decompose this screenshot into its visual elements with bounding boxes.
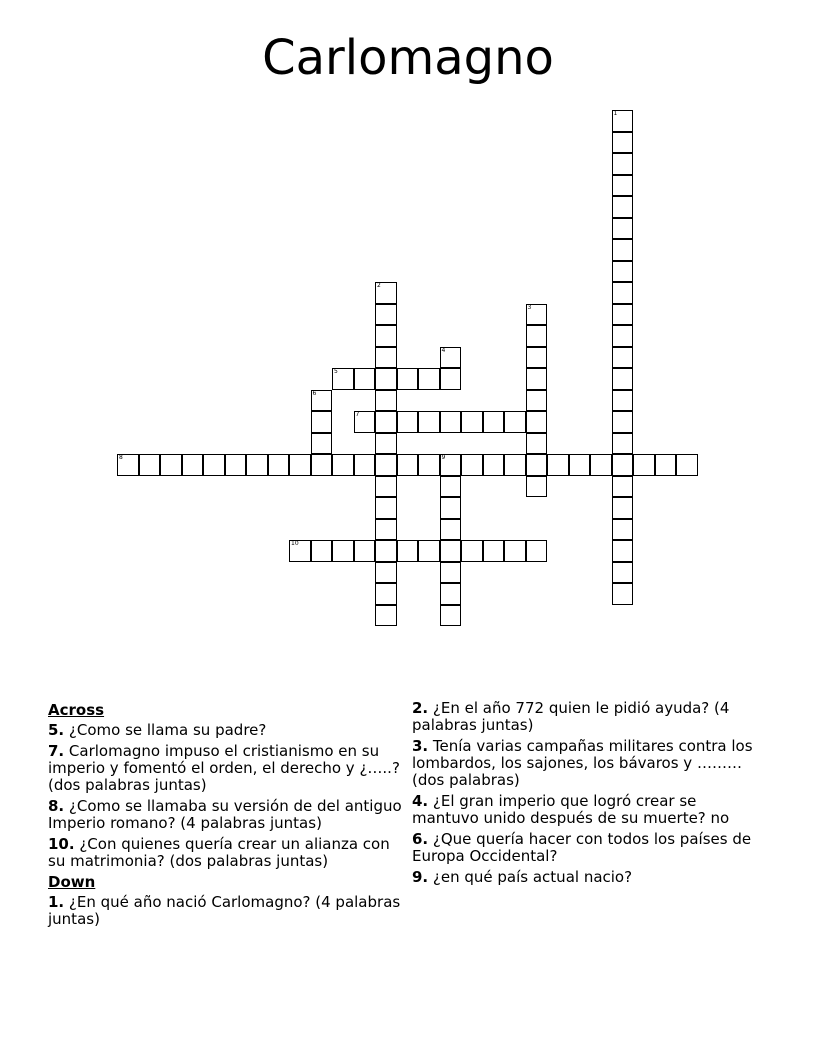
crossword-cell[interactable] xyxy=(612,476,634,498)
crossword-cell[interactable] xyxy=(547,454,569,476)
crossword-cell[interactable] xyxy=(526,325,548,347)
crossword-cell[interactable] xyxy=(375,368,397,390)
crossword-cell[interactable] xyxy=(375,540,397,562)
crossword-cell[interactable] xyxy=(225,454,247,476)
crossword-cell[interactable] xyxy=(375,433,397,455)
crossword-cell[interactable] xyxy=(590,454,612,476)
crossword-cell[interactable] xyxy=(612,110,634,132)
crossword-cell[interactable] xyxy=(612,368,634,390)
crossword-cell[interactable] xyxy=(633,454,655,476)
crossword-cell[interactable] xyxy=(354,540,376,562)
crossword-cell[interactable] xyxy=(526,347,548,369)
crossword-cell[interactable] xyxy=(418,368,440,390)
clue-text: Carlomagno impuso el cristianismo en su imperio y fomentó el orden, el derecho y ¿…..? (dos palabras juntas) xyxy=(48,742,400,794)
crossword-cell[interactable] xyxy=(655,454,677,476)
clue-item xyxy=(412,869,757,886)
crossword-cell[interactable] xyxy=(375,411,397,433)
clue-item xyxy=(48,798,408,832)
crossword-cell[interactable] xyxy=(440,347,462,369)
clue-number: 6 xyxy=(312,389,317,397)
clue-number-label: 8. xyxy=(48,797,65,815)
crossword-cell[interactable] xyxy=(311,433,333,455)
crossword-cell[interactable] xyxy=(440,540,462,562)
crossword-cell[interactable] xyxy=(397,368,419,390)
crossword-cell[interactable] xyxy=(375,562,397,584)
crossword-cell[interactable] xyxy=(375,476,397,498)
crossword-cell[interactable] xyxy=(397,411,419,433)
clue-text: ¿en qué país actual nacio? xyxy=(428,868,633,886)
crossword-cell[interactable] xyxy=(354,411,376,433)
crossword-cell[interactable] xyxy=(612,325,634,347)
clue-number-label: 1. xyxy=(48,893,65,911)
clue-number-label: 10. xyxy=(48,835,75,853)
crossword-cell[interactable] xyxy=(483,540,505,562)
crossword-cell[interactable] xyxy=(612,196,634,218)
crossword-cell[interactable] xyxy=(268,454,290,476)
clue-item xyxy=(48,836,408,870)
crossword-cell[interactable] xyxy=(676,454,698,476)
clue-item xyxy=(48,722,408,739)
crossword-cell[interactable] xyxy=(375,519,397,541)
clue-text: Tenía varias campañas militares contra los lombardos, los sajones, los bávaros y ……… (dos palabras) xyxy=(412,737,753,789)
crossword-cell[interactable] xyxy=(375,497,397,519)
crossword-cell[interactable] xyxy=(526,368,548,390)
clue-item xyxy=(412,738,757,789)
crossword-cell[interactable] xyxy=(332,540,354,562)
crossword-cell[interactable] xyxy=(440,497,462,519)
crossword-cell[interactable] xyxy=(612,519,634,541)
crossword-cell[interactable] xyxy=(375,390,397,412)
crossword-cell[interactable] xyxy=(612,454,634,476)
clue-number-label: 2. xyxy=(412,699,429,717)
crossword-cell[interactable] xyxy=(612,583,634,605)
clues-left-column xyxy=(48,700,408,932)
clue-item xyxy=(412,793,757,827)
crossword-cell[interactable] xyxy=(612,540,634,562)
clue-number-label: 3. xyxy=(412,737,429,755)
crossword-cell[interactable] xyxy=(418,411,440,433)
crossword-cell[interactable] xyxy=(440,519,462,541)
crossword-cell[interactable] xyxy=(483,411,505,433)
down-heading: Down xyxy=(48,873,96,891)
crossword-cell[interactable] xyxy=(440,605,462,627)
crossword-cell[interactable] xyxy=(461,411,483,433)
crossword-cell[interactable] xyxy=(397,540,419,562)
crossword-cell[interactable] xyxy=(139,454,161,476)
crossword-cell[interactable] xyxy=(612,390,634,412)
clue-number: 3 xyxy=(527,303,532,311)
clue-number: 7 xyxy=(355,411,360,418)
clue-text: ¿En qué año nació Carlomagno? (4 palabras juntas) xyxy=(48,893,401,928)
clue-number: 10 xyxy=(291,540,299,547)
crossword-cell[interactable] xyxy=(311,411,333,433)
clue-number-label: 9. xyxy=(412,868,429,886)
crossword-cell[interactable] xyxy=(375,454,397,476)
crossword-cell[interactable] xyxy=(397,454,419,476)
crossword-cell[interactable] xyxy=(440,411,462,433)
crossword-cell[interactable] xyxy=(375,583,397,605)
clue-number-label: 4. xyxy=(412,792,429,810)
crossword-cell[interactable] xyxy=(612,175,634,197)
crossword-cell[interactable] xyxy=(375,304,397,326)
clue-text: ¿En el año 772 quien le pidió ayuda? (4 palabras juntas) xyxy=(412,699,730,734)
crossword-cell[interactable] xyxy=(375,325,397,347)
crossword-cell[interactable] xyxy=(612,261,634,283)
crossword-cell[interactable] xyxy=(160,454,182,476)
crossword-cell[interactable] xyxy=(483,454,505,476)
crossword-cell[interactable] xyxy=(375,282,397,304)
clue-item xyxy=(48,894,408,928)
crossword-cell[interactable] xyxy=(526,433,548,455)
crossword-cell[interactable] xyxy=(612,153,634,175)
crossword-cell[interactable] xyxy=(354,454,376,476)
crossword-cell[interactable] xyxy=(612,347,634,369)
crossword-cell[interactable] xyxy=(526,390,548,412)
clue-text: ¿Como se llama su padre? xyxy=(64,721,267,739)
crossword-cell[interactable] xyxy=(612,562,634,584)
crossword-cell[interactable] xyxy=(311,454,333,476)
crossword-cell[interactable] xyxy=(612,132,634,154)
crossword-cell[interactable] xyxy=(526,454,548,476)
clue-number: 1 xyxy=(613,110,618,117)
clue-number: 8 xyxy=(119,454,123,461)
crossword-cell[interactable] xyxy=(612,304,634,326)
crossword-cell[interactable] xyxy=(612,433,634,455)
clue-text: ¿Que quería hacer con todos los países de Europa Occidental? xyxy=(412,830,752,865)
crossword-cell[interactable] xyxy=(440,454,462,476)
crossword-cell[interactable] xyxy=(461,454,483,476)
across-heading: Across xyxy=(48,701,105,719)
crossword-cell[interactable] xyxy=(203,454,225,476)
crossword-cell[interactable] xyxy=(504,411,526,433)
crossword-cell[interactable] xyxy=(440,476,462,498)
clue-text: ¿El gran imperio que logró crear se mantuvo unido después de su muerte? no xyxy=(412,792,730,827)
crossword-cell[interactable] xyxy=(526,540,548,562)
clue-number: 9 xyxy=(441,454,446,461)
clue-number: 2 xyxy=(377,282,381,289)
crossword-cell[interactable] xyxy=(375,605,397,627)
clue-number-label: 6. xyxy=(412,830,429,848)
crossword-cell[interactable] xyxy=(612,218,634,240)
crossword-cell[interactable] xyxy=(182,454,204,476)
crossword-cell[interactable] xyxy=(440,562,462,584)
clue-number-label: 5. xyxy=(48,721,65,739)
crossword-cell[interactable] xyxy=(418,454,440,476)
crossword-cell[interactable] xyxy=(117,454,139,476)
crossword-cell[interactable] xyxy=(612,411,634,433)
clue-text: ¿Como se llamaba su versión de del antiguo Imperio romano? (4 palabras juntas) xyxy=(48,797,402,832)
crossword-cell[interactable] xyxy=(246,454,268,476)
crossword-cell[interactable] xyxy=(311,540,333,562)
crossword-cell[interactable] xyxy=(526,411,548,433)
crossword-cell[interactable] xyxy=(332,368,354,390)
clue-item xyxy=(48,743,408,794)
crossword-cell[interactable] xyxy=(311,390,333,412)
crossword-cell[interactable] xyxy=(504,454,526,476)
clue-text: ¿Con quienes quería crear un alianza con su matrimonia? (dos palabras juntas) xyxy=(48,835,390,870)
crossword-cell[interactable] xyxy=(440,368,462,390)
clue-item xyxy=(412,831,757,865)
crossword-cell[interactable] xyxy=(418,540,440,562)
crossword-cell[interactable] xyxy=(526,476,548,498)
crossword-cell[interactable] xyxy=(526,304,548,326)
clue-number: 4 xyxy=(441,346,446,354)
crossword-cell[interactable] xyxy=(461,540,483,562)
crossword-cell[interactable] xyxy=(332,454,354,476)
crossword-cell[interactable] xyxy=(612,497,634,519)
clue-number: 5 xyxy=(334,368,338,375)
crossword-cell[interactable] xyxy=(569,454,591,476)
crossword-cell[interactable] xyxy=(289,540,311,562)
crossword-cell[interactable] xyxy=(504,540,526,562)
crossword-cell[interactable] xyxy=(375,347,397,369)
crossword-cell[interactable] xyxy=(354,368,376,390)
crossword-cell[interactable] xyxy=(612,239,634,261)
clue-number-label: 7. xyxy=(48,742,65,760)
across-clue-list xyxy=(48,722,408,870)
clues-right-column xyxy=(412,700,757,890)
page-title: Carlomagno xyxy=(262,30,554,86)
down-clue-list xyxy=(48,894,408,928)
crossword-cell[interactable] xyxy=(289,454,311,476)
crossword-cell[interactable] xyxy=(612,282,634,304)
down-clue-list-continued xyxy=(412,700,757,886)
clue-item xyxy=(412,700,757,734)
crossword-cell[interactable] xyxy=(440,583,462,605)
